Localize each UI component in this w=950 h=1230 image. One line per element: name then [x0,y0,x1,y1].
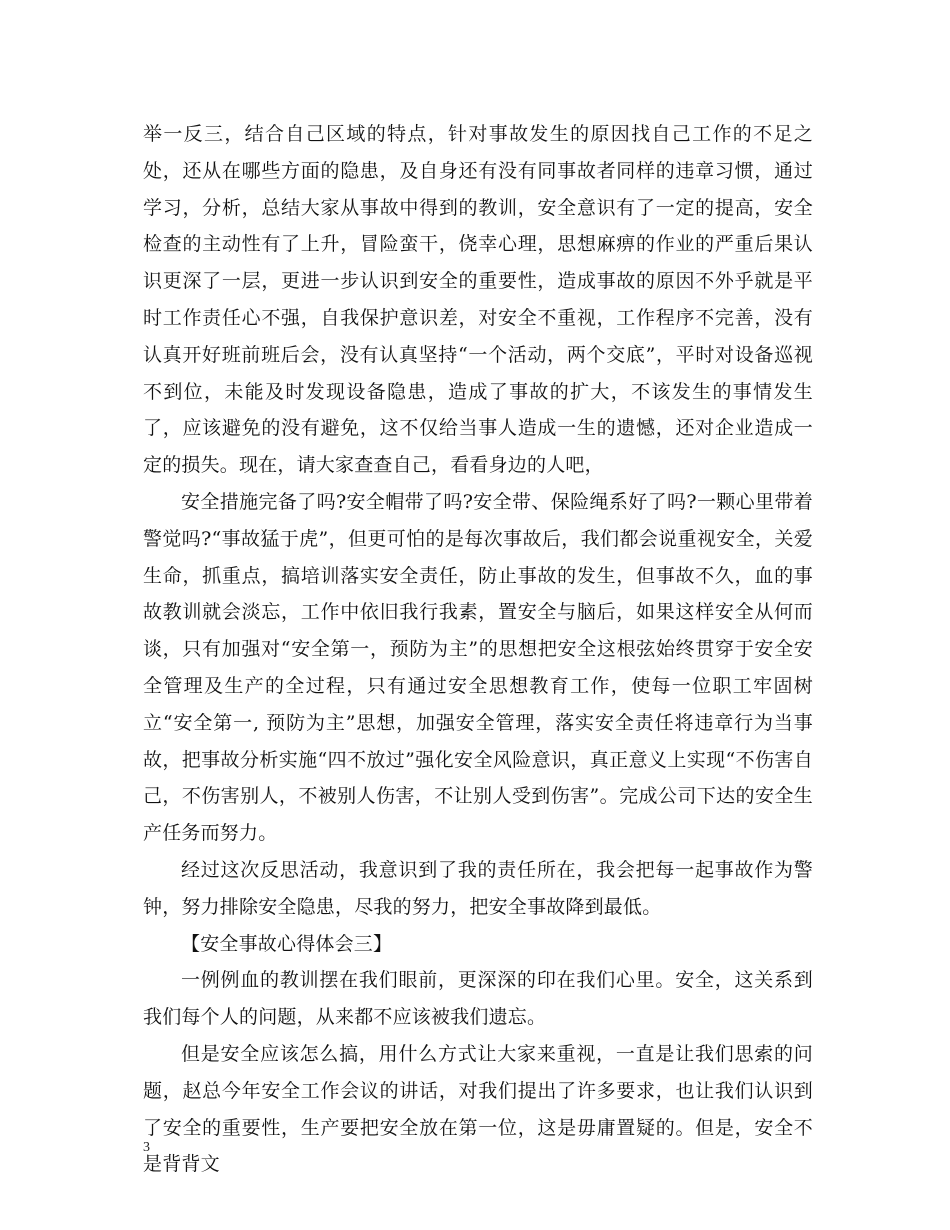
paragraph-5: 但是安全应该怎么搞，用什么方式让大家来重视，一直是让我们思索的问题，赵总今年安全工作会议的讲话，对我们提出了许多要求，也让我们认识到了安全的重要性，生产要把安全放在第一位，这是毋庸置疑的。但是，安全不是背背文 [143,1042,813,1176]
paragraph-1: 举一反三，结合自己区域的特点，针对事故发生的原因找自己工作的不足之处，还从在哪些方面的隐患，及自身还有没有同事故者同样的违章习惯，通过学习，分析，总结大家从事故中得到的教训，安全意识有了一定的提高，安全检查的主动性有了上升，冒险蛮干，侥幸心理，思想麻痹的作业的严重后果认识更深了一层，更进一步认识到安全的重要性，造成事故的原因不外乎就是平时工作责任心不强，自我保护意识差，对安全不重视，工作程序不完善，没有认真开好班前班后会，没有认真坚持“一个活动，两个交底”，平时对设备巡视不到位，未能及时发现设备隐患，造成了事故的扩大，不该发生的事情发生了，应该避免的没有避免，这不仅给当事人造成一生的遗憾，还对企业造成一定的损失。现在，请大家查查自己，看看身边的人吧， [143,123,813,477]
section-heading: 【安全事故心得体会三】 [181,932,393,955]
paragraph-2: 安全措施完备了吗?安全帽带了吗?安全带、保险绳系好了吗?一颗心里带着警觉吗?“事故猛于虎”，但更可怕的是每次事故后，我们都会说重视安全，关爱生命，抓重点，搞培训落实安全责任，防止事故的发生，但事故不久，血的事故教训就会淡忘，工作中依旧我行我素，置安全与脑后，如果这样安全从何而谈，只有加强对“安全第一，预防为主”的思想把安全这根弦始终贯穿于安全安全管理及生产的全过程，只有通过安全思想教育工作，使每一位职工牢固树立“安全第一, 预防为主”思想，加强安全管理，落实安全责任将违章行为当事故，把事故分析实施“四不放过”强化安全风险意识，真正意义上实现“不伤害自己，不伤害别人，不被别人伤害，不让别人受到伤害”。完成公司下达的安全生产任务而努力。 [143,490,813,845]
paragraph-4: 一例例血的教训摆在我们眼前，更深深的印在我们心里。安全，这关系到我们每个人的问题，从来都不应该被我们遗忘。 [143,969,813,1029]
page-number: 3 [143,1140,150,1155]
paragraph-3: 经过这次反思活动，我意识到了我的责任所在，我会把每一起事故作为警钟，努力排除安全隐患，尽我的努力，把安全事故降到最低。 [143,858,813,918]
body-text [143,116,813,1183]
